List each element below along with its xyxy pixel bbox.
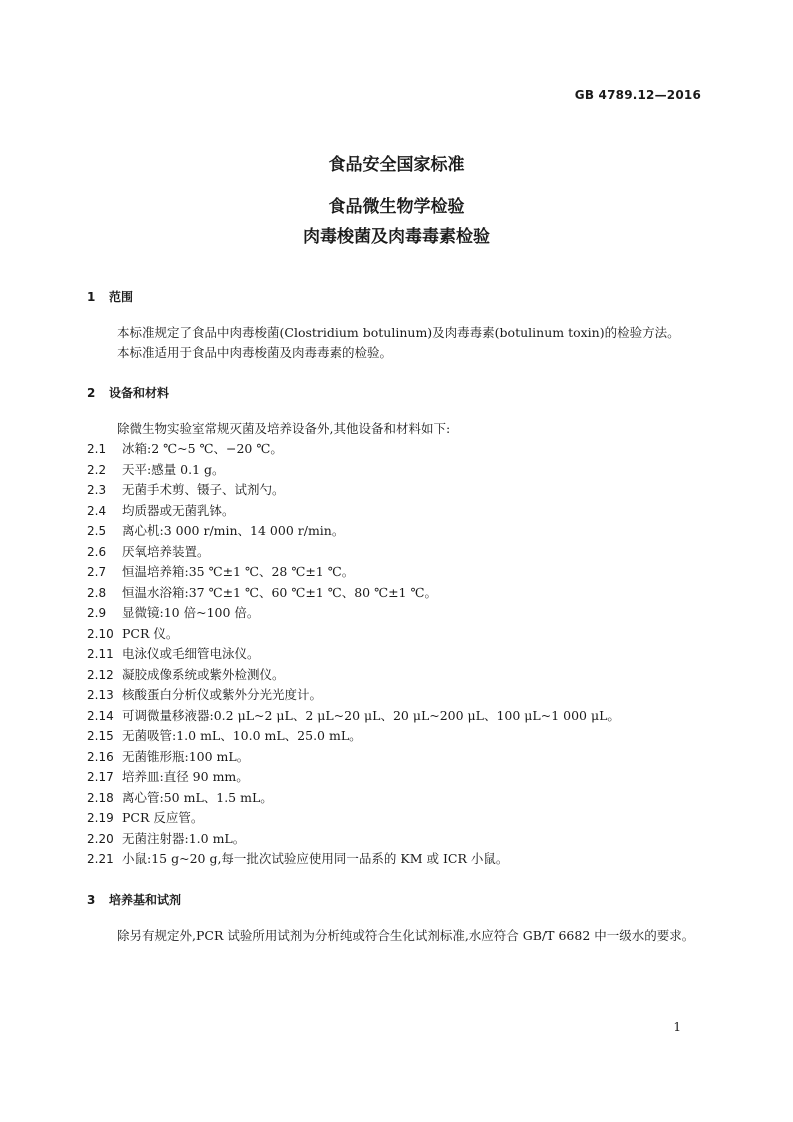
list-item-text: 天平:感量 0.1 g。 <box>122 461 225 477</box>
list-item <box>87 460 707 481</box>
list-item-number: 2.5 <box>87 524 107 538</box>
list-item-number: 2.14 <box>87 708 114 723</box>
list-item <box>87 829 707 850</box>
list-item-number: 2.12 <box>87 667 114 682</box>
section-number: 2 <box>87 386 96 400</box>
section-number: 3 <box>87 892 96 907</box>
section-number: 1 <box>87 290 96 304</box>
list-item-text: 离心机:3 000 r/min、14 000 r/min。 <box>122 523 345 538</box>
section-title: 范围 <box>109 290 134 304</box>
list-item-text: 核酸蛋白分析仪或紫外分光光度计。 <box>122 687 323 702</box>
list-item-number: 2.11 <box>87 647 114 661</box>
list-item-text: 均质器或无菌乳钵。 <box>122 502 235 518</box>
list-item <box>87 583 707 604</box>
list-item <box>87 480 707 501</box>
page-number: 1 <box>673 1020 681 1034</box>
list-item-number: 2.2 <box>87 462 107 477</box>
list-item-number: 2.15 <box>87 729 114 743</box>
list-item <box>87 521 707 542</box>
list-item-text: 凝胶成像系统或紫外检测仪。 <box>122 666 285 682</box>
list-item <box>87 665 707 686</box>
list-item <box>87 439 707 460</box>
list-item-number: 2.6 <box>87 544 107 559</box>
standard-code: GB 4789.12—2016 <box>574 88 701 102</box>
list-item-text: PCR 仪。 <box>122 625 179 641</box>
list-item-number: 2.9 <box>87 606 107 620</box>
list-item <box>87 685 707 706</box>
list-item-number: 2.18 <box>87 790 114 805</box>
list-item-text: 恒温培养箱:35 ℃±1 ℃、28 ℃±1 ℃。 <box>122 564 355 579</box>
section-1-paragraph-1: 本标准规定了食品中肉毒梭菌(Clostridium botulinum)及肉毒毒素(botulinum toxin)的检验方法。 <box>117 325 680 340</box>
list-item <box>87 603 707 624</box>
list-item <box>87 849 707 870</box>
list-item-text: 小鼠:15 g~20 g,每一批次试验应使用同一品系的 KM 或 ICR 小鼠。 <box>122 851 509 866</box>
title-line-1: 食品安全国家标准 <box>328 155 465 175</box>
section-title: 培养基和试剂 <box>109 892 182 907</box>
list-item-number: 2.20 <box>87 831 114 846</box>
list-item <box>87 706 707 727</box>
list-item-text: 无菌吸管:1.0 mL、10.0 mL、25.0 mL。 <box>122 728 362 743</box>
list-item <box>87 788 707 809</box>
list-item-text: 电泳仪或毛细管电泳仪。 <box>122 646 260 661</box>
list-item-text: 无菌注射器:1.0 mL。 <box>122 830 246 846</box>
list-item <box>87 767 707 788</box>
list-item-text: 显微镜:10 倍~100 倍。 <box>122 605 260 620</box>
list-item-text: 恒温水浴箱:37 ℃±1 ℃、60 ℃±1 ℃、80 ℃±1 ℃。 <box>122 584 437 600</box>
section-1-heading <box>87 287 707 307</box>
list-item-number: 2.8 <box>87 585 107 600</box>
list-item-text: 无菌手术剪、镊子、试剂勺。 <box>122 482 285 497</box>
list-item-text: 无菌锥形瓶:100 mL。 <box>122 748 250 764</box>
list-item-number: 2.19 <box>87 811 114 825</box>
list-item-text: 培养皿:直径 90 mm。 <box>122 769 249 784</box>
section-3-paragraph-1: 除另有规定外,PCR 试验所用试剂为分析纯或符合生化试剂标准,水应符合 GB/T 6682 中一级水的要求。 <box>117 927 695 943</box>
list-item-text: PCR 反应管。 <box>122 810 204 825</box>
list-item-number: 2.1 <box>87 442 107 456</box>
list-item-number: 2.7 <box>87 565 107 579</box>
list-item <box>87 747 707 768</box>
equipment-list <box>87 439 707 870</box>
document-body <box>87 287 707 946</box>
title-line-2: 食品微生物学检验 <box>328 197 465 217</box>
list-item-number: 2.16 <box>87 749 114 764</box>
list-item <box>87 562 707 583</box>
list-item-text: 冰箱:2 ℃~5 ℃、−20 ℃。 <box>122 441 283 456</box>
list-item-number: 2.4 <box>87 503 107 518</box>
title-line-3: 肉毒梭菌及肉毒毒素检验 <box>303 227 490 247</box>
list-item-text: 可调微量移液器:0.2 μL~2 μL、2 μL~20 μL、20 μL~200 μL、100 μL~1 000 μL。 <box>122 707 620 723</box>
list-item <box>87 624 707 645</box>
list-item <box>87 501 707 522</box>
list-item-text: 厌氧培养装置。 <box>122 543 210 559</box>
list-item-number: 2.21 <box>87 852 114 866</box>
list-item-number: 2.3 <box>87 483 107 497</box>
section-1-paragraph-2: 本标准适用于食品中肉毒梭菌及肉毒毒素的检验。 <box>117 345 393 360</box>
list-item-text: 离心管:50 mL、1.5 mL。 <box>122 789 273 805</box>
section-2-intro: 除微生物实验室常规灭菌及培养设备外,其他设备和材料如下: <box>117 421 451 436</box>
section-3-heading <box>87 890 707 910</box>
section-2-heading <box>87 383 707 403</box>
document-title-block <box>0 152 793 252</box>
list-item <box>87 542 707 563</box>
list-item-number: 2.10 <box>87 626 114 641</box>
section-title: 设备和材料 <box>109 386 170 400</box>
list-item <box>87 808 707 829</box>
list-item <box>87 644 707 665</box>
list-item-number: 2.17 <box>87 770 114 784</box>
list-item-number: 2.13 <box>87 688 114 702</box>
list-item <box>87 726 707 747</box>
